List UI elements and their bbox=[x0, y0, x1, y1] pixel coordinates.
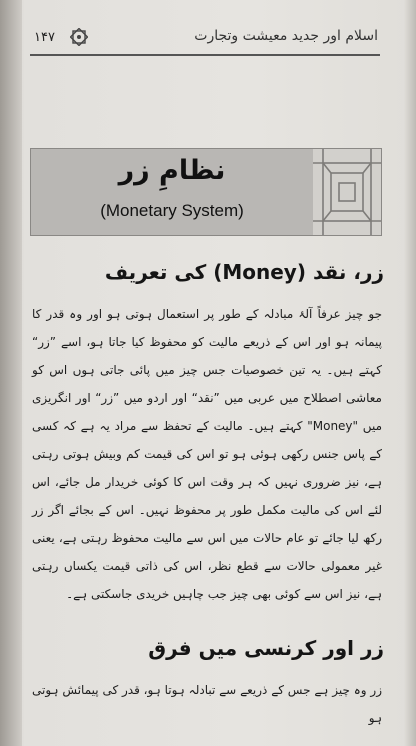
ornament-icon bbox=[70, 28, 88, 46]
chapter-title-urdu: نظامِ زر bbox=[118, 155, 226, 186]
book-title: اسلام اور جدید معیشت وتجارت bbox=[194, 28, 378, 44]
book-spine bbox=[0, 0, 22, 746]
chapter-title-box bbox=[30, 148, 382, 236]
page-number: ۱۴۷ bbox=[34, 30, 55, 45]
paragraph-definition: جو چیز عرفاً آلۂ مبادلہ کے طور پر استعمال ہوتی ہو اور وہ قدر کا پیمانہ ہو اور اس کے ذریعے مالیت کو محفوظ کیا جاتا ہو، اسے ”زر“ کہتے ہیں۔ یہ تین خصوصیات جس چیز میں پائی جاتی ہوں اس کو معاشی اصطلاح میں عربی میں ”نقد“ اور اردو میں ”زر“ اور انگریزی میں "Money" کہتے ہیں۔ مالیت کے تحفظ سے مراد یہ ہے کہ کسی کے پاس جنس رکھی ہوئی ہو تو اس کی قیمت کم وبیش ہوتی رہتی ہے، نیز ضروری نہیں کہ ہر وقت اس کا کوئی خریدار مل جائے، اس لئے اس کی مالیت مکمل طور پر محفوظ نہیں۔ اس کے بجائے اگر زر رکھ لیا جائے تو عام حالات میں اس سے مالیت محفوظ رہتی ہے، یعنی غیر معمولی حالات سے قطع نظر، اس کی ذاتی قیمت یکساں رہتی ہے، نیز اس سے کوئی بھی چیز جب چاہیں خریدی جاسکتی ہے۔ bbox=[32, 307, 382, 601]
chapter-title-english: (Monetary System) bbox=[100, 201, 244, 220]
section-heading-definition: زر، نقد (Money) کی تعریف bbox=[104, 260, 384, 284]
page-edge bbox=[404, 0, 416, 746]
running-header bbox=[30, 24, 380, 56]
geometric-pattern-icon bbox=[313, 149, 381, 235]
section-heading-difference: زر اور کرنسی میں فرق bbox=[148, 636, 384, 660]
paragraph-difference: زر وہ چیز ہے جس کے ذریعے سے تبادلہ ہوتا ہو، قدر کی پیمائش ہوتی ہو bbox=[32, 683, 382, 725]
